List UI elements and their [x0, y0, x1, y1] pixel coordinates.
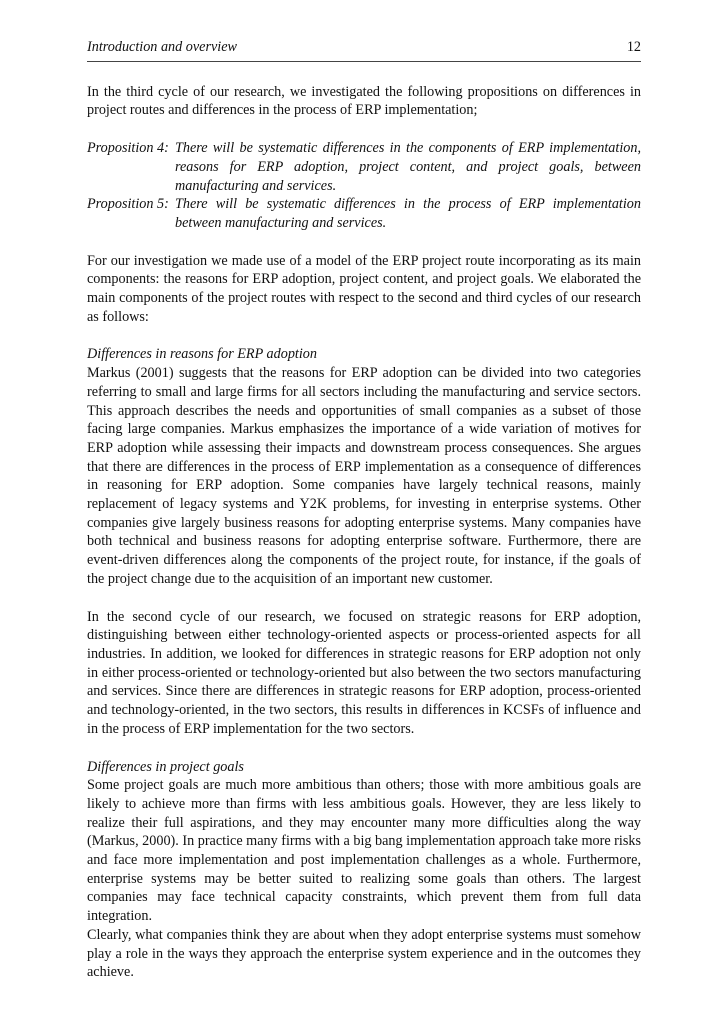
body-paragraph: Clearly, what companies think they are about when they adopt enterprise systems must somehow play a role in the ways they approach the enterprise system experience and in the outcomes they achieve.: [87, 926, 641, 981]
document-page: [87, 38, 641, 982]
section-heading: Differences in reasons for ERP adoption: [87, 346, 317, 363]
header-divider: [87, 61, 641, 62]
proposition-4: [87, 139, 641, 195]
section-project-goals: [87, 758, 641, 982]
running-header: [87, 38, 641, 57]
body-paragraph: Markus (2001) suggests that the reasons for ERP adoption can be divided into two categories referring to small and large firms for all sectors including the manufacturing and service sectors. This approach describes the needs and opportunities of small companies as a subset of those facing large companies. Markus emphasizes the importance of a wide variation of motives for ERP adoption while assessing their impacts and downstream process consequences. She argues that there are differences in the process of ERP implementation as a consequence of differences in reasoning for ERP adoption. Some companies have largely technical reasons, mainly replacement of legacy systems and Y2K problems, for investing in enterprise systems. Other companies give largely business reasons for adopting enterprise systems. Many companies have both technical and business reasons for adopting enterprise software. Furthermore, there are event-driven differences along the components of the project route, for instance, if the goals of the project change due to the acquisition of an important new customer.: [87, 365, 641, 587]
proposition-text: There will be systematic differences in the components of ERP implementation, reasons for ERP adoption, project content, and project goals, between manufacturing and services.: [175, 140, 641, 194]
proposition-label: Proposition 5:: [87, 196, 169, 213]
proposition-5: [87, 195, 641, 232]
body-paragraph: In the second cycle of our research, we focused on strategic reasons for ERP adoption, distinguishing between either technology-oriented aspects or process-oriented aspects for all industries. In addition, we looked for differences in strategic reasons for ERP adoption not only in either process-oriented or technology-oriented but also between the two sectors manufacturing and services. Since there are differences in strategic reasons for ERP adoption, process-oriented and technology-oriented, in the two sectors, this results in differences in KCSFs of influence and in the process of ERP implementation for the two sectors.: [87, 608, 641, 737]
intro-paragraph: In the third cycle of our research, we investigated the following propositions on differences in project routes and differences in the process of ERP implementation;: [87, 83, 641, 119]
proposition-label: Proposition 4:: [87, 140, 169, 157]
proposition-text: There will be systematic differences in the process of ERP implementation between manufacturing and services.: [175, 196, 641, 231]
page-number: 12: [626, 39, 641, 55]
section-reasons-for-erp-adoption: [87, 345, 641, 588]
body-paragraph: Some project goals are much more ambitious than others; those with more ambitious goals are likely to achieve more than firms with less ambitious goals. However, they are less likely to realize their full aspirations, and they may encounter many more difficulties along the way (Markus, 2000). In practice many firms with a big bang implementation approach take more risks and face more implementation and post implementation challenges as a whole. Furthermore, enterprise systems may be better suited to realizing some goals than others. The largest companies may face technical capacity constraints, which prevent them from full data integration.: [87, 777, 641, 925]
investigation-paragraph: For our investigation we made use of a model of the ERP project route incorporating as its main components: the reasons for ERP adoption, project content, and project goals. We elaborated the main components of the project routes with respect to the second and third cycles of our research as follows:: [87, 252, 641, 325]
section-heading: Differences in project goals: [87, 758, 244, 775]
propositions-list: [87, 139, 641, 233]
header-title: Introduction and overview: [87, 39, 237, 55]
